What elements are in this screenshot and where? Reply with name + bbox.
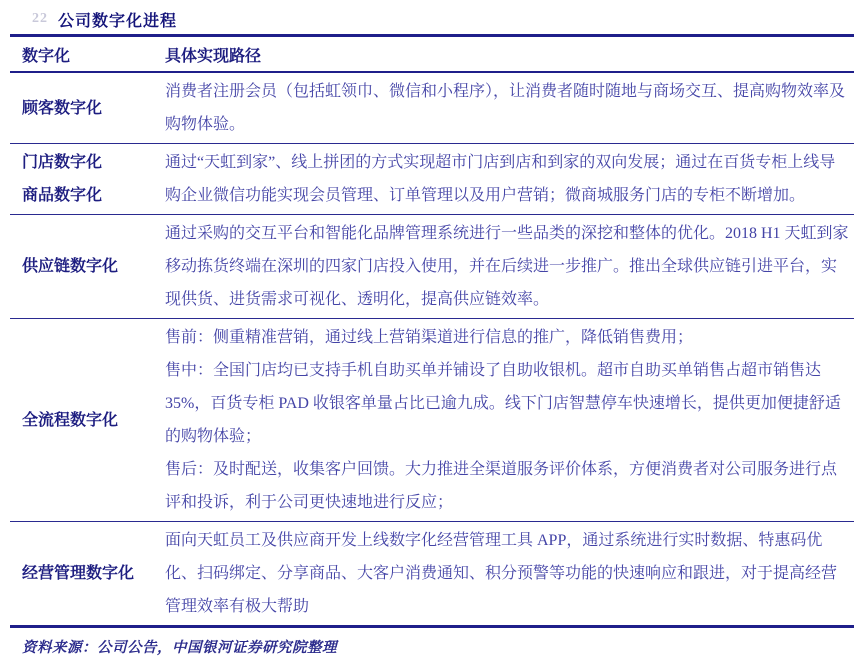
row-content [165, 319, 854, 521]
row-label [10, 319, 165, 521]
row-paragraph: 售后：及时配送，收集客户回馈。大力推进全渠道服务评价体系，方便消费者对公司服务进行点评和投诉，利于公司更快速地进行反应； [165, 461, 838, 511]
report-table-figure [10, 0, 854, 657]
table-body [10, 73, 854, 625]
row-content [165, 144, 854, 214]
row-label [10, 522, 165, 625]
row-paragraph: 售中：全国门店均已支持手机自助买单并铺设了自助收银机。超市自助买单销售占超市销售达 35%，百货专柜 PAD 收银客单量占比已逾九成。线下门店智慧停车快速增长，提供更加便捷舒适的购物体验； [165, 362, 841, 445]
table-header-row [10, 37, 854, 73]
row-paragraph: 消费者注册会员（包括虹领巾、微信和小程序），让消费者随时随地与商场交互、提高购物效率及购物体验。 [165, 83, 846, 133]
row-label-line: 供应链数字化 [22, 258, 119, 275]
figure-title-row [10, 4, 854, 34]
row-paragraph: 售前：侧重精准营销，通过线上营销渠道进行信息的推广，降低销售费用； [165, 329, 694, 346]
table-row [10, 215, 854, 319]
table-row [10, 319, 854, 522]
row-label-line: 商品数字化 [22, 187, 103, 204]
row-label [10, 144, 165, 214]
row-content [165, 73, 854, 143]
figure-number: 22 [32, 11, 48, 26]
row-label-line: 门店数字化 [22, 154, 103, 171]
row-paragraph: 面向天虹员工及供应商开发上线数字化经营管理工具 APP，通过系统进行实时数据、特惠码优化、扫码绑定、分享商品、大客户消费通知、积分预警等功能的快速响应和跟进，对于提高经营管理效率有极大帮助 [165, 532, 838, 615]
table-row [10, 73, 854, 144]
row-label [10, 215, 165, 318]
row-label-line: 顾客数字化 [22, 99, 103, 117]
digitalization-table [10, 34, 854, 628]
table-row [10, 522, 854, 625]
column-header-path: 具体实现路径 [165, 47, 262, 65]
row-label [10, 73, 165, 143]
table-row [10, 144, 854, 215]
row-content [165, 215, 854, 318]
page-title: 公司数字化进程 [58, 12, 178, 30]
row-label-line: 经营管理数字化 [22, 565, 135, 582]
row-content [165, 522, 854, 625]
column-header-category: 数字化 [22, 47, 71, 65]
row-label-line: 全流程数字化 [22, 411, 119, 429]
source-note: 资料来源：公司公告，中国银河证券研究院整理 [22, 640, 337, 656]
row-paragraph: 通过“天虹到家”、线上拼团的方式实现超市门店到店和到家的双向发展；通过在百货专柜上线导购企业微信功能实现会员管理、订单管理以及用户营销；微商城服务门店的专柜不断增加。 [165, 154, 836, 204]
row-paragraph: 通过采购的交互平台和智能化品牌管理系统进行一些品类的深挖和整体的优化。2018 H1 天虹到家移动拣货终端在深圳的四家门店投入使用，并在后续进一步推广。推出全球供应链引进平台，实现供货、进货需求可视化、透明化，提高供应链效率。 [165, 225, 849, 308]
